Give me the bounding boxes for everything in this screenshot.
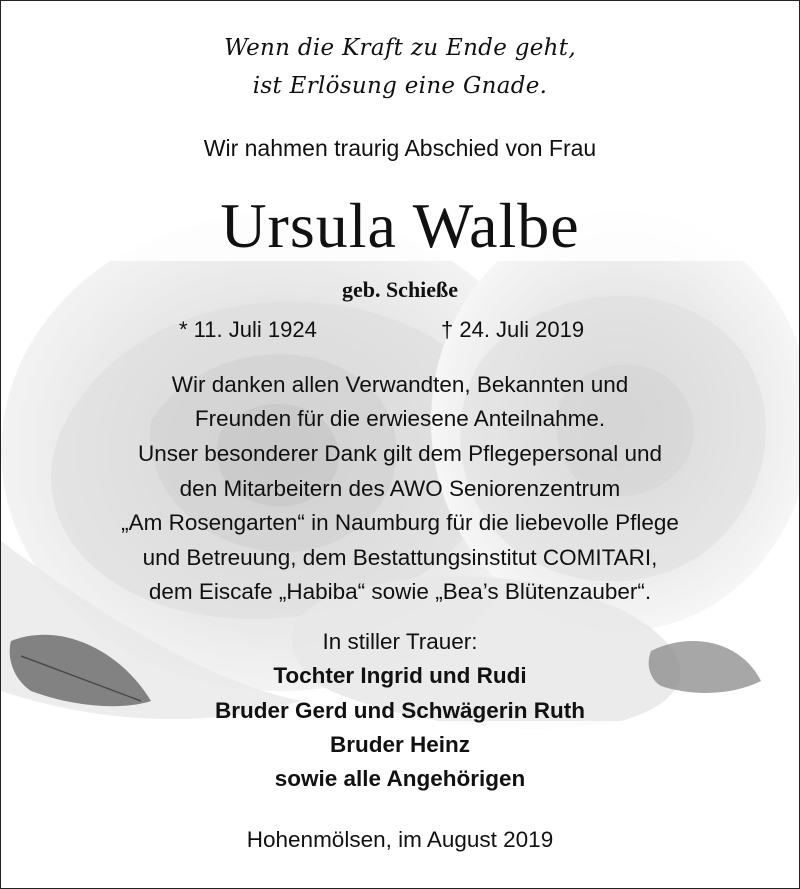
mourner-name: Bruder Heinz (329, 732, 471, 757)
mourning-label: In stiller Trauer: (322, 629, 478, 654)
thanks-line: „Am Rosengarten“ in Naumburg für die liebevolle Pflege (121, 510, 679, 535)
thanks-line: Freunden für die erwiesene Anteilnahme. (194, 406, 606, 431)
death-date: † 24. Juli 2019 (441, 317, 585, 342)
mourner-name: Bruder Gerd und Schwägerin Ruth (214, 698, 586, 723)
place-date: Hohenmölsen, im August 2019 (246, 827, 554, 852)
motto-line-2: ist Erlösung eine Gnade. (252, 73, 548, 99)
motto-line-1: Wenn die Kraft zu Ende geht, (224, 35, 576, 61)
birth-date: * 11. Juli 1924 (179, 317, 317, 342)
thanks-line: und Betreuung, dem Bestattungsinstitut COMITARI, (142, 545, 658, 570)
mourner-name: Tochter Ingrid und Rudi (273, 663, 527, 688)
intro-text: Wir nahmen traurig Abschied von Frau (203, 135, 597, 161)
deceased-name: Ursula Walbe (220, 190, 580, 261)
thanks-line: dem Eiscafe „Habiba“ sowie „Bea’s Blütenzauber“. (148, 579, 652, 604)
thanks-line: Unser besonderer Dank gilt dem Pflegepersonal und (137, 441, 663, 466)
maiden-name: geb. Schieße (341, 277, 459, 302)
thanks-line: den Mitarbeitern des AWO Seniorenzentrum (179, 476, 621, 501)
mourner-name: sowie alle Angehörigen (274, 766, 526, 791)
thanks-line: Wir danken allen Verwandten, Bekannten und (171, 372, 629, 397)
